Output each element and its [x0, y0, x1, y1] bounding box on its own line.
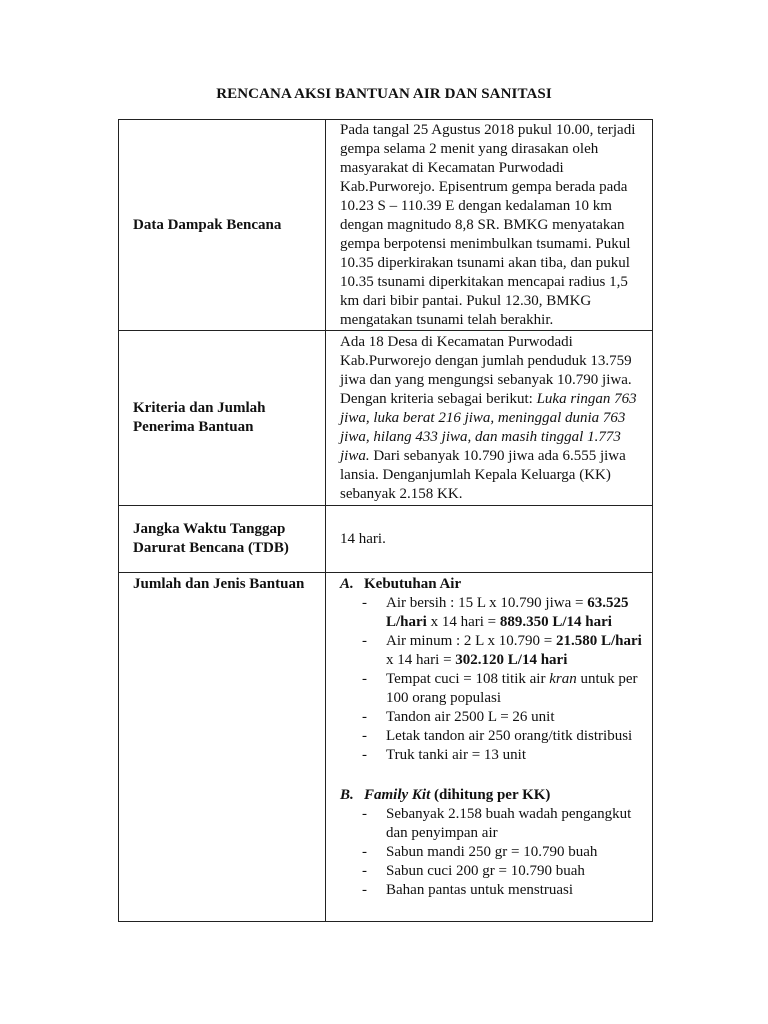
row-label-aid-types	[119, 573, 326, 922]
section-b-title-rest: (dihitung per KK)	[430, 787, 551, 803]
row-content-disaster-impact: Pada tangal 25 Agustus 2018 pukul 10.00, terjadi gempa selama 2 menit yang dirasakan oleh masyarakat di Kecamatan Purwodadi Kab.Purworejo. Episentrum gempa berada pada 10.23 S – 110.39 E dengan kedalaman 10 km dengan magnitudo 8,8 SR. BMKG menyatakan gempa berpotensi menimbulkan tsumami. Pukul 10.35 diperkirakan tsunami akan tiba, dan pukul 10.35 tsunami diperkitakan mencapai radius 1,5 km dari bibir pantai. Pukul 12.30, BMKG mengatakan tsunami telah berakhir.	[326, 120, 653, 331]
item-text: Air bersih : 15 L x 10.790 jiwa =	[386, 595, 588, 611]
item-text: Air minum : 2 L x 10.790 =	[386, 633, 556, 649]
table-row	[119, 120, 653, 331]
section-a-heading	[340, 575, 642, 594]
item-value: 889.350 L/14 hari	[499, 614, 612, 630]
table-row	[119, 506, 653, 573]
list-item: - Truk tanki air = 13 unit	[362, 746, 642, 765]
list-item: - Tandon air 2500 L = 26 unit	[362, 708, 642, 727]
document-title: RENCANA AKSI BANTUAN AIR DAN SANITASI	[216, 86, 552, 102]
row-label-recipients: Kriteria dan Jumlah Penerima Bantuan	[119, 331, 326, 506]
item-value: 302.120 L/14 hari	[455, 652, 568, 668]
recipients-criteria-italic: Luka ringan 763 jiwa, luka berat 216 jiwa, meninggal dunia 763 jiwa, hilang 433 jiwa, dan masih tinggal 1.773 jiwa.	[340, 390, 637, 464]
row-content-duration: 14 hari.	[326, 506, 653, 573]
item-value: 21.580 L/hari	[555, 633, 642, 649]
table-row	[119, 573, 653, 922]
item-value: 63.525 L/hari	[386, 595, 629, 630]
section-b-letter: B.	[340, 787, 354, 803]
section-a-letter: A.	[340, 576, 354, 592]
list-item	[362, 632, 642, 670]
item-text: Tempat cuci = 108 titik air	[386, 671, 550, 687]
action-plan-table	[118, 119, 653, 922]
item-text: untuk per 100 orang populasi	[386, 671, 638, 706]
recipients-text-a: Ada 18 Desa di Kecamatan Purwodadi Kab.Purworejo dengan jumlah penduduk 13.759 jiwa dan yang mengungsi sebanyak 10.790 jiwa. Dengan kriteria sebagai berikut:	[340, 333, 632, 407]
row-label-disaster-impact: Data Dampak Bencana	[119, 120, 326, 331]
list-item	[362, 670, 642, 708]
list-item	[362, 594, 642, 632]
recipients-text-b: Dari sebanyak 10.790 jiwa ada 6.555 jiwa lansia. Denganjumlah Kepala Keluarga (KK) sebanyak 2.158 KK.	[340, 447, 626, 502]
list-item: - Sabun mandi 250 gr = 10.790 buah	[362, 843, 642, 862]
section-b-title-italic: Family Kit	[364, 787, 431, 803]
row-label-duration: Jangka Waktu Tanggap Darurat Bencana (TDB)	[119, 506, 326, 573]
section-spacer	[340, 765, 642, 784]
row-content-recipients	[326, 331, 653, 506]
list-item: - Sebanyak 2.158 buah wadah pengangkut dan penyimpan air	[362, 805, 642, 843]
table-row	[119, 331, 653, 506]
item-text: x 14 hari =	[426, 614, 500, 630]
water-needs-list	[340, 594, 642, 765]
section-b-heading	[340, 786, 642, 805]
item-italic: kran	[549, 671, 577, 687]
list-item: - Sabun cuci 200 gr = 10.790 buah	[362, 862, 642, 881]
item-text: x 14 hari =	[386, 652, 456, 668]
family-kit-list	[340, 805, 642, 900]
row-content-aid-types	[326, 573, 653, 922]
aid-types-label-text: Jumlah dan Jenis Bantuan	[133, 576, 305, 592]
list-item: - Letak tandon air 250 orang/titk distribusi	[362, 727, 642, 746]
list-item: - Bahan pantas untuk menstruasi	[362, 881, 642, 900]
section-a-title: Kebutuhan Air	[364, 576, 462, 592]
